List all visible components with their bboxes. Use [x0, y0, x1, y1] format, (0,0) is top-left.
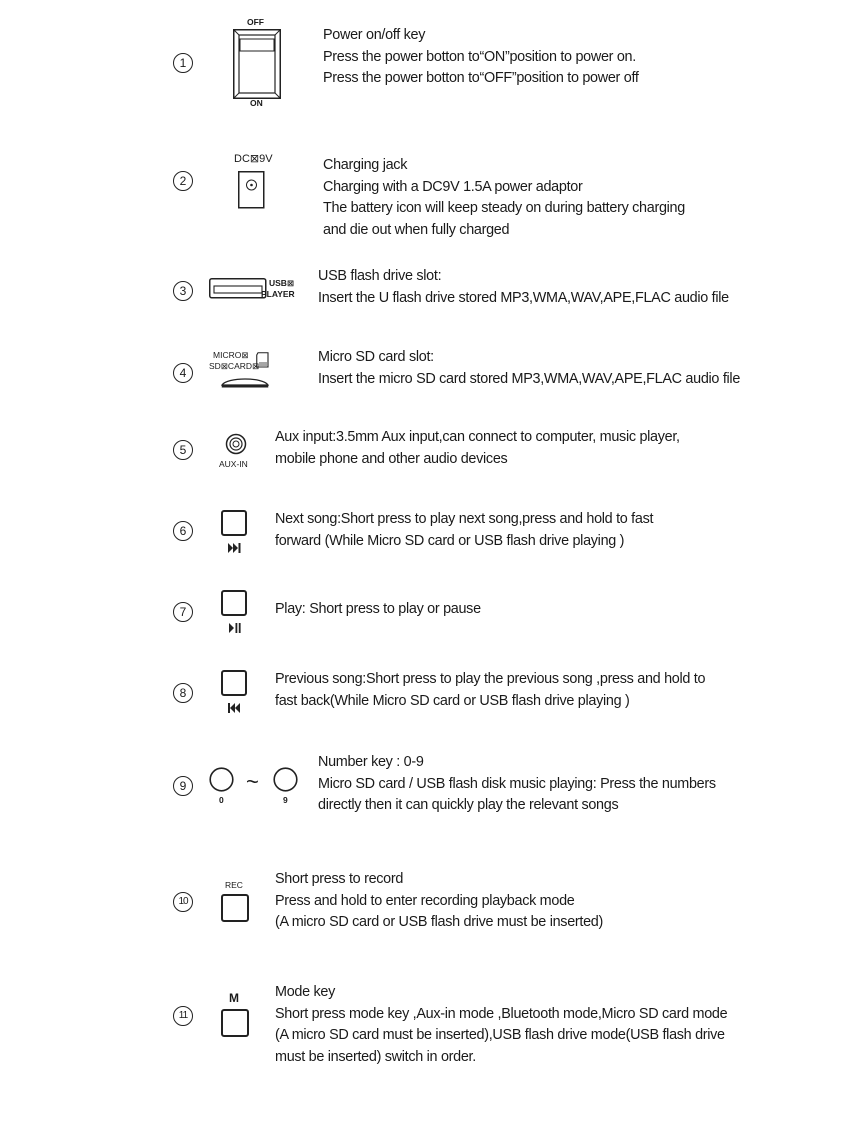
item-number: 10 [173, 892, 193, 912]
description-line: The battery icon will keep steady on during battery charging [323, 200, 685, 216]
sd-card-label: SD⊠CARD⊠ [209, 361, 260, 371]
next-button-icon [221, 510, 247, 536]
power-switch-icon [233, 29, 281, 99]
mode-button-icon [221, 1009, 249, 1037]
item-number: 11 [173, 1006, 193, 1026]
description-line: and die out when fully charged [323, 221, 510, 238]
item-number: 4 [173, 363, 193, 383]
number-key-0-icon [209, 767, 234, 792]
description-line: directly then it can quickly play the relevant songs [318, 797, 619, 813]
item-number: 7 [173, 602, 193, 622]
description-line: forward (While Micro SD card or USB flash drive playing ) [275, 532, 625, 549]
description-line: (A micro SD card or USB flash drive must be inserted) [275, 914, 603, 930]
previous-track-icon [228, 703, 242, 713]
item-description [318, 266, 729, 309]
item-description [323, 25, 639, 90]
next-track-icon [228, 543, 242, 553]
key-9-label: 9 [283, 795, 288, 805]
description-line: Short press mode key ,Aux-in mode ,Bluetooth mode,Micro SD card mode [275, 1005, 728, 1022]
description-line: Short press to record [275, 871, 404, 887]
description-line: Press the power botton to“ON”position to power on. [323, 48, 636, 65]
play-pause-icon [229, 623, 241, 633]
item-description [318, 347, 740, 390]
item-number: 8 [173, 683, 193, 703]
rec-label: REC [225, 880, 243, 890]
item-description [323, 155, 685, 241]
description-line: Play: Short press to play or pause [275, 601, 481, 617]
description-line: Next song:Short press to play next song,press and hold to fast [275, 511, 654, 527]
previous-button-icon [221, 670, 247, 696]
item-number: 9 [173, 776, 193, 796]
usb-label: USB⊠ [269, 278, 295, 288]
description-line: Number key : 0-9 [318, 754, 424, 770]
description-line: Mode key [275, 984, 335, 1000]
item-number: 1 [173, 53, 193, 73]
player-label: PLAYER [261, 289, 295, 299]
play-button-icon [221, 590, 247, 616]
item-description [275, 869, 603, 934]
description-line: Press and hold to enter recording playback mode [275, 892, 575, 909]
item-description [275, 982, 727, 1068]
item-description [275, 669, 705, 712]
mode-m-label: M [229, 991, 239, 1005]
description-line: must be inserted) switch in order. [275, 1048, 476, 1065]
key-0-label: 0 [219, 795, 224, 805]
item-description [275, 509, 653, 552]
sd-card-icon [256, 352, 269, 368]
description-line: Previous song:Short press to play the previous song ,press and hold to [275, 671, 706, 687]
description-line: Micro SD card slot: [318, 349, 434, 365]
description-line: mobile phone and other audio devices [275, 450, 508, 467]
number-key-9-icon [273, 767, 298, 792]
description-line: (A micro SD card must be inserted),USB flash drive mode(USB flash drive [275, 1027, 725, 1043]
description-line: Charging jack [323, 157, 408, 173]
dc-label: DC⊠9V [234, 153, 273, 165]
item-number: 6 [173, 521, 193, 541]
description-line: Micro SD card / USB flash disk music playing: Press the numbers [318, 775, 716, 792]
description-line: Aux input:3.5mm Aux input,can connect to computer, music player, [275, 429, 680, 445]
item-description [275, 427, 680, 470]
description-line: Press the power botton to“OFF”position to power off [323, 70, 639, 86]
dc-jack-icon [238, 171, 265, 209]
micro-label: MICRO⊠ [213, 350, 249, 360]
item-number: 3 [173, 281, 193, 301]
aux-in-label: AUX-IN [219, 459, 248, 469]
description-line: Charging with a DC9V 1.5A power adaptor [323, 178, 583, 195]
description-line: Power on/off key [323, 27, 426, 43]
description-line: Insert the U flash drive stored MP3,WMA,WAV,APE,FLAC audio file [318, 289, 729, 306]
item-number: 5 [173, 440, 193, 460]
usb-port-icon [209, 278, 267, 299]
item-number: 2 [173, 171, 193, 191]
sd-slot-icon [221, 376, 269, 388]
description-line: fast back(While Micro SD card or USB flash drive playing ) [275, 692, 630, 709]
item-description [318, 752, 716, 817]
range-tilde: ~ [246, 769, 259, 794]
aux-jack-icon [225, 433, 247, 455]
item-description [275, 599, 481, 621]
off-label: OFF [247, 17, 264, 27]
on-label: ON [250, 98, 263, 108]
description-line: Insert the micro SD card stored MP3,WMA,WAV,APE,FLAC audio file [318, 370, 741, 387]
record-button-icon [221, 894, 249, 922]
description-line: USB flash drive slot: [318, 268, 442, 284]
